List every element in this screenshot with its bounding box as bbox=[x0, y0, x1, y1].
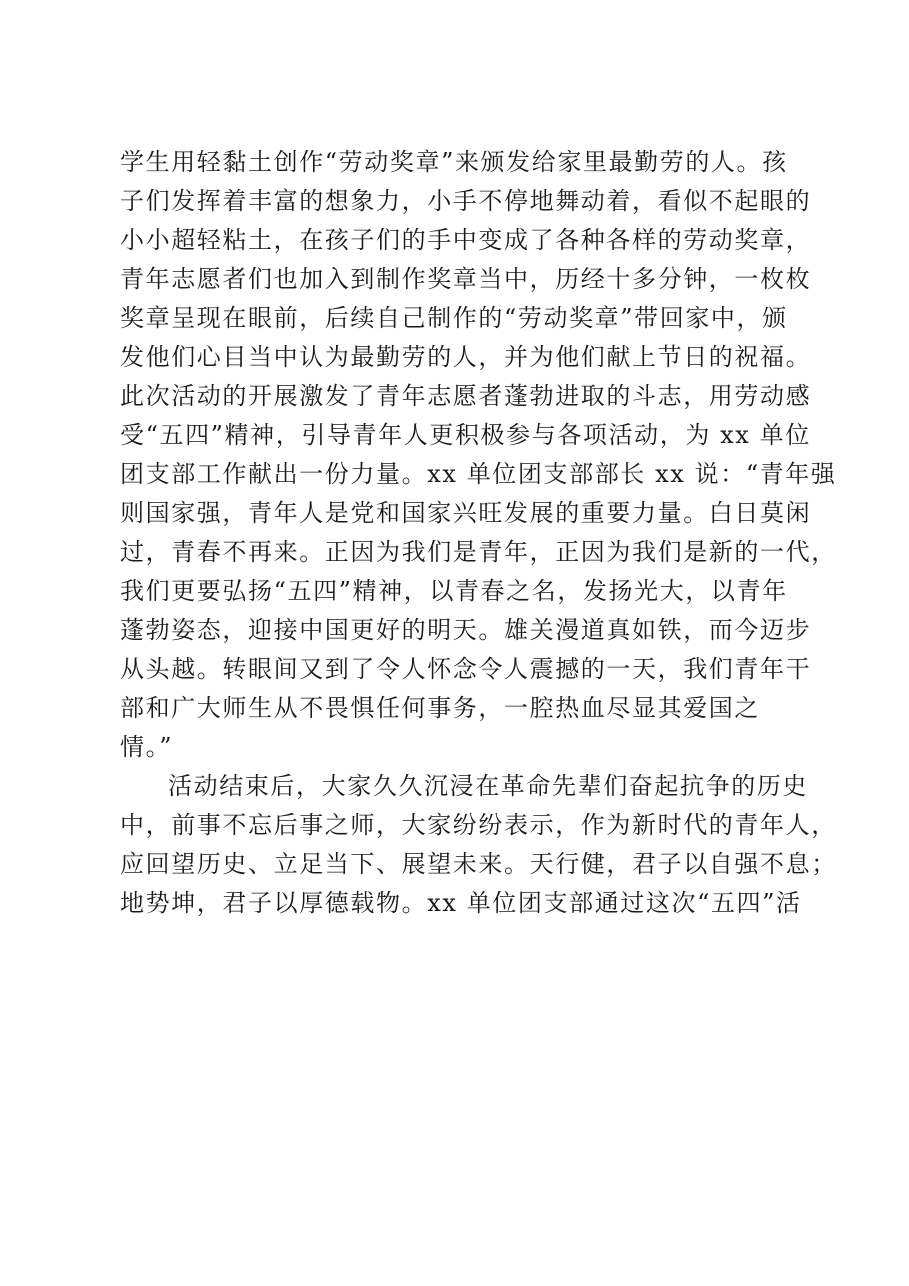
text-line: 地势坤，君子以厚德载物。xx 单位团支部通过这次“五四”活 bbox=[120, 889, 802, 917]
text-line: 应回望历史、立足当下、展望未来。天行健，君子以自强不息； bbox=[120, 850, 837, 878]
text-line: 团支部工作献出一份力量。xx 单位团支部部长 xx 说：“青年强 bbox=[120, 460, 837, 488]
text-line: 则国家强，青年人是党和国家兴旺发展的重要力量。白日莫闲 bbox=[120, 499, 812, 527]
text-line: 中，前事不忘后事之师，大家纷纷表示，作为新时代的青年人， bbox=[120, 811, 837, 839]
text-line: 学生用轻黏土创作“劳动奖章”来颁发给家里最勤劳的人。孩 bbox=[120, 148, 788, 176]
text-line: 我们更要弘扬“五四”精神，以青春之名，发扬光大，以青年 bbox=[120, 577, 788, 605]
text-line: 小小超轻粘土，在孩子们的手中变成了各种各样的劳动奖章， bbox=[120, 226, 812, 254]
text-line: 此次活动的开展激发了青年志愿者蓬勃进取的斗志，用劳动感 bbox=[120, 382, 812, 410]
text-line: 蓬勃姿态，迎接中国更好的明天。雄关漫道真如铁，而今迈步 bbox=[120, 616, 812, 644]
text-line: 部和广大师生从不畏惧任何事务，一腔热血尽显其爱国之 bbox=[120, 694, 760, 722]
paragraph-first-line: 活动结束后，大家久久沉浸在革命先辈们奋起抗争的历史 bbox=[168, 772, 808, 800]
text-line: 从头越。转眼间又到了令人怀念令人震撼的一天，我们青年干 bbox=[120, 655, 812, 683]
text-line: 子们发挥着丰富的想象力，小手不停地舞动着，看似不起眼的 bbox=[120, 187, 812, 215]
text-line: 受“五四”精神，引导青年人更积极参与各项活动，为 xx 单位 bbox=[120, 421, 811, 449]
body-text bbox=[120, 143, 837, 923]
text-line: 情。” bbox=[120, 733, 174, 761]
text-line: 过，青春不再来。正因为我们是青年，正因为我们是新的一代， bbox=[120, 538, 837, 566]
text-line: 发他们心目当中认为最勤劳的人，并为他们献上节日的祝福。 bbox=[120, 343, 812, 371]
text-line: 奖章呈现在眼前，后续自己制作的“劳动奖章”带回家中，颁 bbox=[120, 304, 788, 332]
text-line: 青年志愿者们也加入到制作奖章当中，历经十多分钟，一枚枚 bbox=[120, 265, 812, 293]
